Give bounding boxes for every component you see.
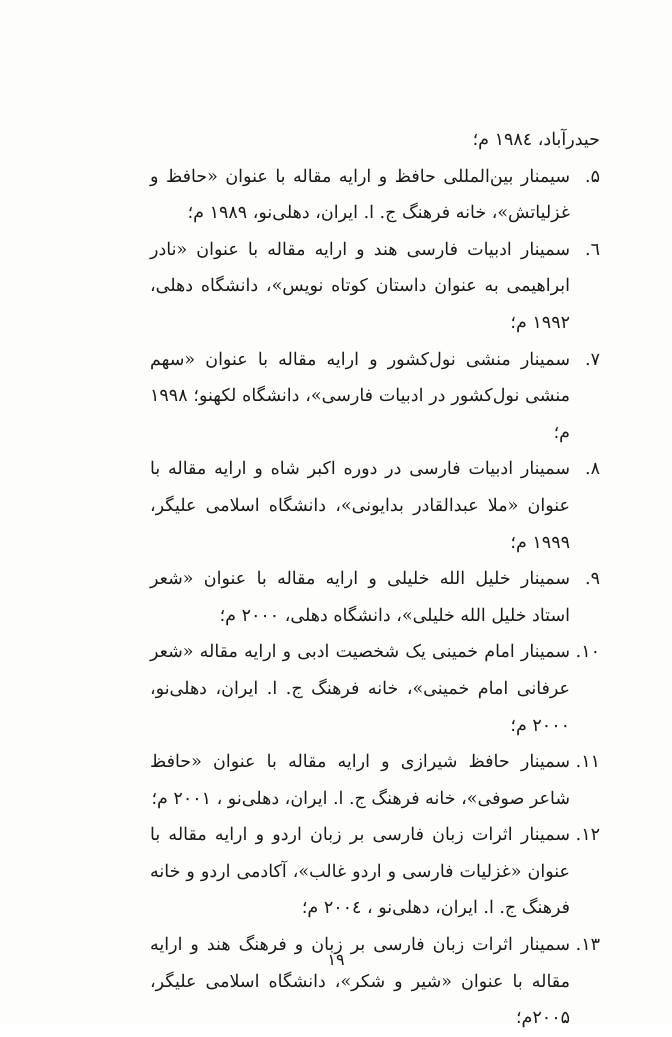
item-text: سمینار منشی نول‌کشور و ارایه مقاله با عنوان «سهم منشی نول‌کشور در ادبیات فارسی»، دانشگاه لکهنو؛ ۱۹۹۸ م؛: [150, 349, 570, 443]
item-number: ۵.: [585, 166, 600, 187]
item-number: ۷.: [585, 349, 600, 370]
item-text: سمینار امام خمینی یک شخصیت ادبی و ارایه مقاله «شعر عرفانی امام خمینی»، خانه فرهنگ ج. ا. ایران، دهلی‌نو، ۲۰۰۰ م؛: [150, 642, 570, 736]
list-item-6: [150, 232, 600, 342]
item-number: ۱۱.: [575, 752, 600, 773]
item-number: ۹.: [585, 569, 600, 590]
item-text: سیمنار بین‌المللی حافظ و ارایه مقاله با عنوان «حافظ و غزلیاتش»، خانه فرهنگ ج. ا. ایران، دهلی‌نو، ۱۹۸۹ م؛: [150, 166, 570, 224]
item-number: ۱۲.: [575, 825, 600, 846]
item-text: سمینار ادبیات فارسی در دوره اکبر شاه و ارایه مقاله با عنوان «ملا عبدالقادر بدایونی»، دانشگاه اسلامی علیگر، ۱۹۹۹ م؛: [150, 459, 570, 553]
page-number: ۱۹: [327, 950, 345, 969]
list-item-13: [150, 927, 600, 1037]
item-number: ۱۳.: [575, 935, 600, 956]
item-number: ٦.: [585, 239, 600, 260]
intro-line: حیدرآباد، ۱۹۸٤ م؛: [472, 130, 600, 150]
document-body: [150, 122, 600, 1037]
list-item-10: [150, 634, 600, 744]
item-text: سمینار اثرات زبان فارسی بر زبان و فرهنگ هند و ارایه مقاله با عنوان «شیر و شکر»، دانشگاه اسلامی علیگر، ۲۰۰۵م؛: [150, 935, 570, 1029]
list-item-11: [150, 744, 600, 817]
list-item-5: [150, 159, 600, 232]
item-number: ۸.: [585, 459, 600, 480]
item-number: ۱۰.: [575, 642, 600, 663]
list-item-12: [150, 817, 600, 927]
list-item-7: [150, 342, 600, 452]
list-item-8: [150, 451, 600, 561]
item-text: سمینار اثرات زبان فارسی بر زبان اردو و ارایه مقاله با عنوان «غزلیات فارسی و اردو غالب»، آکادمی اردو و خانه فرهنگ ج. ا. ایران، دهلی‌نو ، ۲۰۰٤ م؛: [150, 825, 570, 919]
list-item-9: [150, 561, 600, 634]
item-text: سمینار حافظ شیرازی و ارایه مقاله با عنوان «حافظ شاعر صوفی»، خانه فرهنگ ج. ا. ایران، دهلی‌نو ، ۲۰۰۱ م؛: [150, 752, 570, 809]
item-text: سمینار ادبیات فارسی هند و ارایه مقاله با عنوان «نادر ابراهیمی به عنوان داستان کوتاه نویس»، دانشگاه دهلی، ۱۹۹۲ م؛: [150, 239, 570, 333]
item-text: سمینار خلیل الله خلیلی و ارایه مقاله با عنوان «شعر استاد خلیل الله خلیلی»، دانشگاه دهلی، ۲۰۰۰ م؛: [150, 569, 570, 626]
